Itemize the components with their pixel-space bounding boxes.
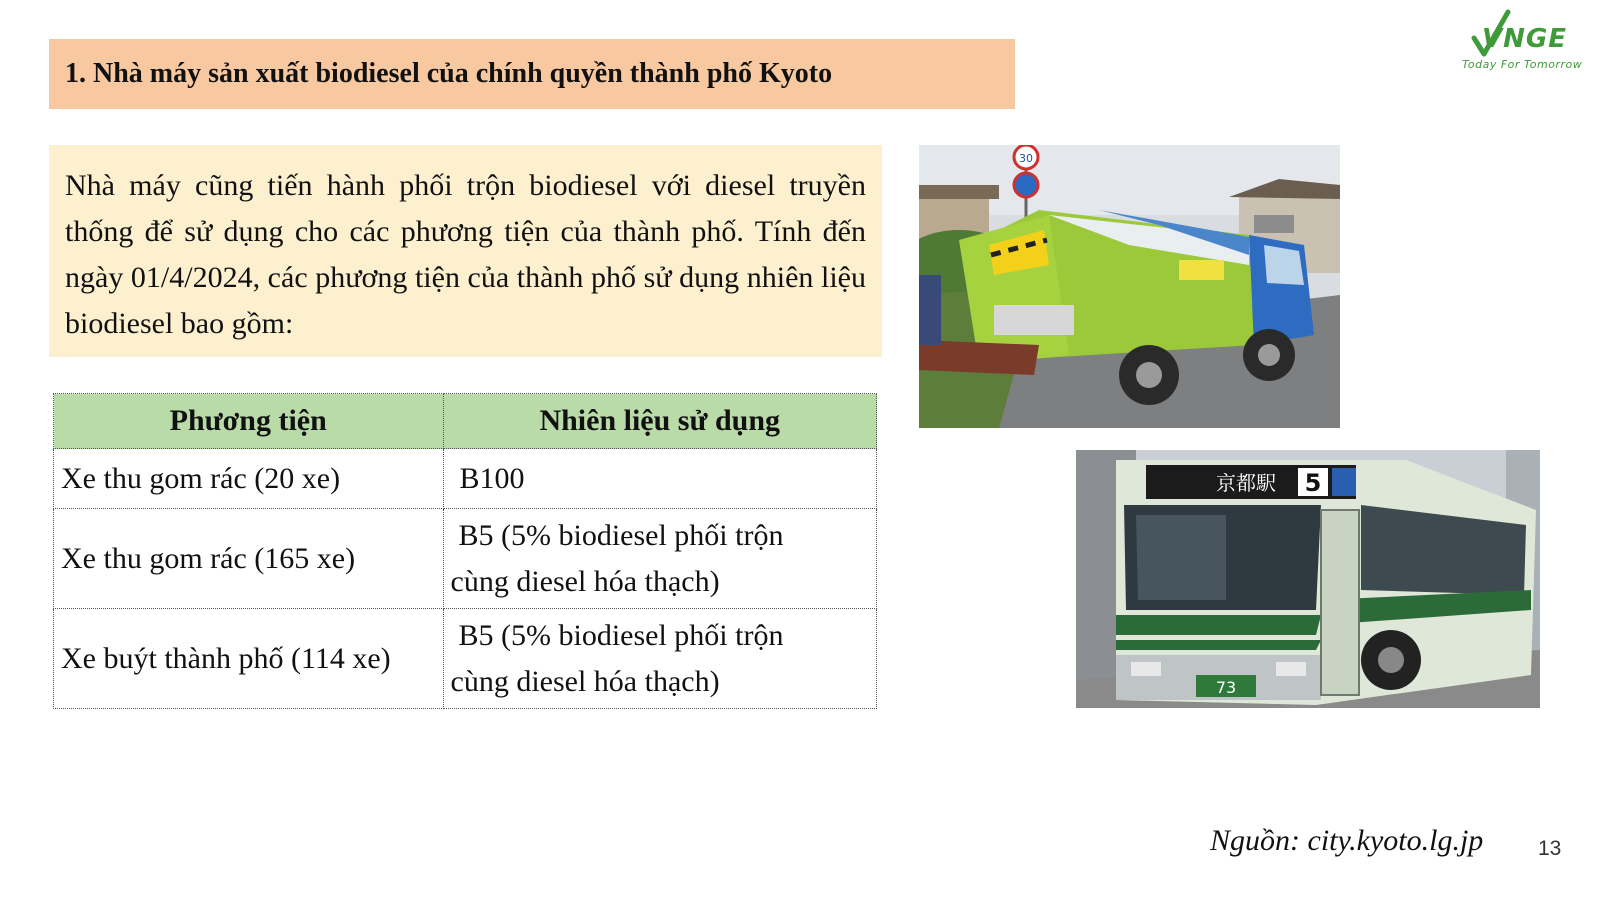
cell-fuel-line1: B5 (5% biodiesel phối trộn xyxy=(458,518,784,552)
table-row xyxy=(54,509,877,609)
bus-route-number: 5 xyxy=(1304,469,1322,497)
vnge-logo xyxy=(1460,8,1598,78)
cell-vehicle: Xe thu gom rác (165 xe) xyxy=(54,509,444,609)
city-bus-photo xyxy=(1076,450,1540,708)
bus-plate: 73 xyxy=(1215,678,1237,697)
cell-fuel-line1: B5 (5% biodiesel phối trộn xyxy=(458,618,784,652)
cell-fuel xyxy=(443,449,877,509)
cell-fuel-line2: cùng diesel hóa thạch) xyxy=(450,664,720,698)
page-number: 13 xyxy=(1538,837,1562,860)
cell-fuel-line1: B100 xyxy=(459,461,525,495)
table-row xyxy=(54,609,877,709)
fuel-table xyxy=(53,393,877,709)
header-vehicle: Phương tiện xyxy=(54,394,444,449)
cell-fuel xyxy=(443,609,877,709)
slide-title xyxy=(49,39,1015,109)
logo-tagline: Today For Tomorrow xyxy=(1462,58,1583,71)
cell-vehicle: Xe thu gom rác (20 xe) xyxy=(54,449,444,509)
intro-paragraph xyxy=(49,145,882,357)
cell-vehicle: Xe buýt thành phố (114 xe) xyxy=(54,609,444,709)
intro-text: Nhà máy cũng tiến hành phối trộn biodiesel với diesel truyền thống để sử dụng cho các phương tiện của thành phố. Tính đến ngày 01/4/2024, các phương tiện của thành phố sử dụng nhiên liệu biodiesel bao gồm: xyxy=(65,169,866,340)
cell-fuel-line2: cùng diesel hóa thạch) xyxy=(450,564,720,598)
table-row xyxy=(54,449,877,509)
header-fuel: Nhiên liệu sử dụng xyxy=(443,394,877,449)
logo-brand-text: VNGE xyxy=(1482,24,1567,54)
table-header-row xyxy=(54,394,877,449)
source-citation: Nguồn: city.kyoto.lg.jp xyxy=(1210,824,1484,857)
garbage-truck-photo xyxy=(919,145,1340,428)
slide-title-text: 1. Nhà máy sản xuất biodiesel của chính quyền thành phố Kyoto xyxy=(65,58,833,89)
speed-sign-text: 30 xyxy=(1019,152,1033,165)
bus-destination: 京都駅 xyxy=(1216,471,1276,495)
cell-fuel xyxy=(443,509,877,609)
